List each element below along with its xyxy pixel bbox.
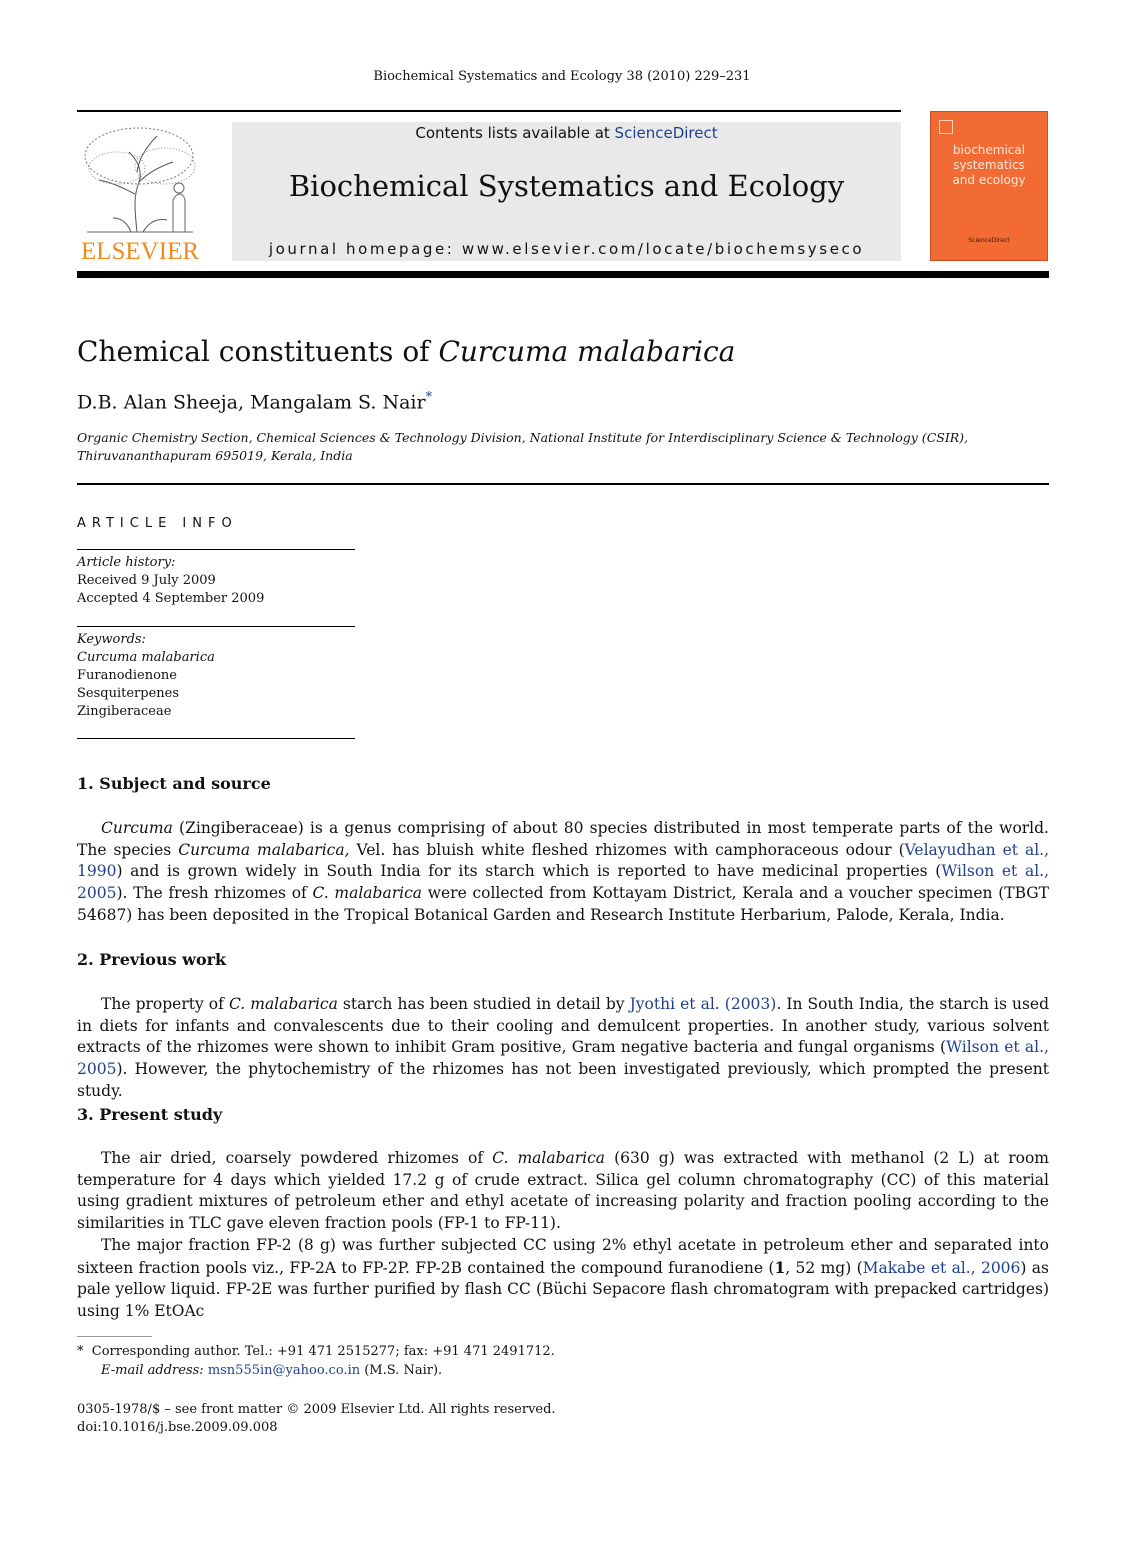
cover-title-line: and ecology [952,173,1026,187]
footnote-corresponding [77,1342,555,1361]
article-info-rule [77,549,355,550]
section-heading: 2. Previous work [77,950,227,969]
text-run: ) and is grown widely in South India for its starch which is reported to have medicinal properties ( [116,862,942,881]
article-info-rule [77,626,355,627]
text-run: The major fraction FP-2 (8 g) was further subjected CC using 2% ethyl acetate in petroleum ether and separated into sixteen fraction pools viz., FP-2A to FP-2P. FP-2B contained the compound furanodiene ( [77,1236,1049,1277]
affiliation-line: Organic Chemistry Section, Chemical Sciences & Technology Division, National Institute for Interdisciplinary Science & Technology (CSIR), [77,430,969,445]
article-info-rule [77,738,355,739]
compound-number: 1 [774,1257,786,1277]
journal-cover[interactable] [930,111,1048,261]
affiliation [77,429,1049,465]
italic-term: C. malabarica [312,884,423,903]
author-list [77,390,432,413]
email-label: E-mail address: [101,1363,208,1378]
received-date: Received 9 July 2009 [77,573,216,588]
footnote-mark: * [77,1344,84,1359]
text-run: ) as pale yellow liquid. FP-2E was further purified by flash CC (Büchi Sepacore flash chromatogram with prepacked cartridges) using 1% EtOAc [77,1258,1049,1321]
contents-prefix: Contents lists available at [415,124,615,142]
section-heading: 3. Present study [77,1105,223,1124]
reference-link[interactable]: Wilson et al., 2005 [77,1038,1049,1079]
italic-term: C. malabarica [228,995,338,1013]
corresponding-text: Corresponding author. Tel.: +91 471 2515277; fax: +91 471 2491712. [91,1344,555,1359]
article-info-heading: ARTICLE INFO [77,516,238,531]
footnote-email [77,1361,442,1380]
tree-icon [77,122,203,234]
cover-title-line: systematics [953,158,1025,172]
email-suffix: (M.S. Nair). [360,1363,443,1378]
elsevier-wordmark: ELSEVIER [80,238,200,265]
italic-term: C. malabarica [492,1149,606,1167]
keyword: Furanodienone [77,668,177,683]
text-run: (630 g) was extracted with methanol (2 L) at room temperature for 4 days which yielded 17.2 g of crude extract. Silica gel column chromatography (CC) of this material using gradient mixtures of petroleum ether and ethyl acetate of increasing polarity and fraction pooling according to the similarities in TLC gave eleven fraction pools (FP-1 to FP-11). [77,1149,1049,1233]
cover-footer: ScienceDirect [968,237,1010,244]
journal-citation: Biochemical Systematics and Ecology 38 (2010) 229–231 [373,69,751,84]
text-run: were collected from Kottayam District, Kerala and a voucher specimen (TBGT 54687) has been deposited in the Tropical Botanical Garden and Research Institute Herbarium, Palode, Kerala, India. [77,884,1050,924]
history-label: Article history: [77,555,176,570]
copyright-line: 0305-1978/$ – see front matter © 2009 Elsevier Ltd. All rights reserved. [77,1402,556,1417]
keywords-block [77,631,355,721]
section-paragraph [77,1235,1049,1323]
elsevier-logo[interactable] [77,122,203,264]
keyword: Curcuma malabarica [77,650,215,665]
text-run: . In South India, the starch is used in diets for infants and convalescents due to their cooling and demulcent properties. In another study, various solvent extracts of the rhizomes were shown to inhibit Gram positive, Gram negative bacteria and fungal organisms ( [77,995,1049,1057]
text-run: ). The fresh rhizomes of [116,884,313,903]
text-run: (Zingiberaceae) is a genus comprising of about 80 species distributed in most temperate parts of the world. The species [77,819,1049,859]
sciencedirect-link[interactable]: ScienceDirect [614,124,718,142]
cover-title-line: biochemical [952,143,1026,157]
email-link[interactable]: msn555in@yahoo.co.in [207,1363,361,1378]
keywords-label: Keywords: [77,632,146,647]
contents-line [232,124,901,142]
italic-term: Curcuma malabarica, [178,840,350,859]
article-history [77,554,355,608]
doi-line[interactable]: doi:10.1016/j.bse.2009.09.008 [77,1420,278,1435]
section-paragraph [77,818,1049,927]
cover-logo-icon [939,120,953,134]
title-rule [77,483,1049,485]
header-rule [77,110,901,112]
keyword: Zingiberaceae [77,704,172,719]
copyright-block [77,1401,556,1437]
title-plain: Chemical constituents of [77,335,439,368]
reference-link[interactable]: Velayudhan et al., 1990 [77,840,1050,881]
article-title [77,335,735,368]
keyword: Sesquiterpenes [77,686,180,701]
reference-link[interactable]: Makabe et al., 2006 [862,1258,1021,1277]
header-thick-rule [77,271,1049,278]
section-paragraph [77,994,1049,1103]
journal-title: Biochemical Systematics and Ecology [288,169,845,203]
italic-term: Curcuma [101,819,173,837]
journal-banner [232,122,901,261]
affiliation-line: Thiruvananthapuram 695019, Kerala, India [77,448,353,463]
text-run: The property of [101,995,229,1013]
corresponding-author-mark[interactable]: * [425,390,433,405]
accepted-date: Accepted 4 September 2009 [77,591,265,606]
text-run: The air dried, coarsely powdered rhizomes of [101,1149,493,1167]
reference-link[interactable]: Jyothi et al. (2003) [629,995,777,1013]
text-run: ). However, the phytochemistry of the rhizomes has not been investigated previously, which prompted the present study. [77,1060,1049,1100]
text-run: Vel. has bluish white fleshed rhizomes with camphoraceous odour ( [349,840,905,859]
section-heading: 1. Subject and source [77,774,271,793]
text-run: starch has been studied in detail by [337,995,630,1013]
text-run: , 52 mg) ( [785,1258,863,1277]
reference-link[interactable]: Wilson et al., 2005 [77,862,1050,903]
section-paragraph [77,1148,1049,1235]
cover-title [931,143,1047,188]
authors-text: D.B. Alan Sheeja, Mangalam S. Nair [77,391,426,414]
journal-homepage[interactable]: journal homepage: www.elsevier.com/locate/biochemsyseco [268,240,865,258]
footnote-rule [77,1336,152,1337]
title-italic: Curcuma malabarica [438,335,736,368]
